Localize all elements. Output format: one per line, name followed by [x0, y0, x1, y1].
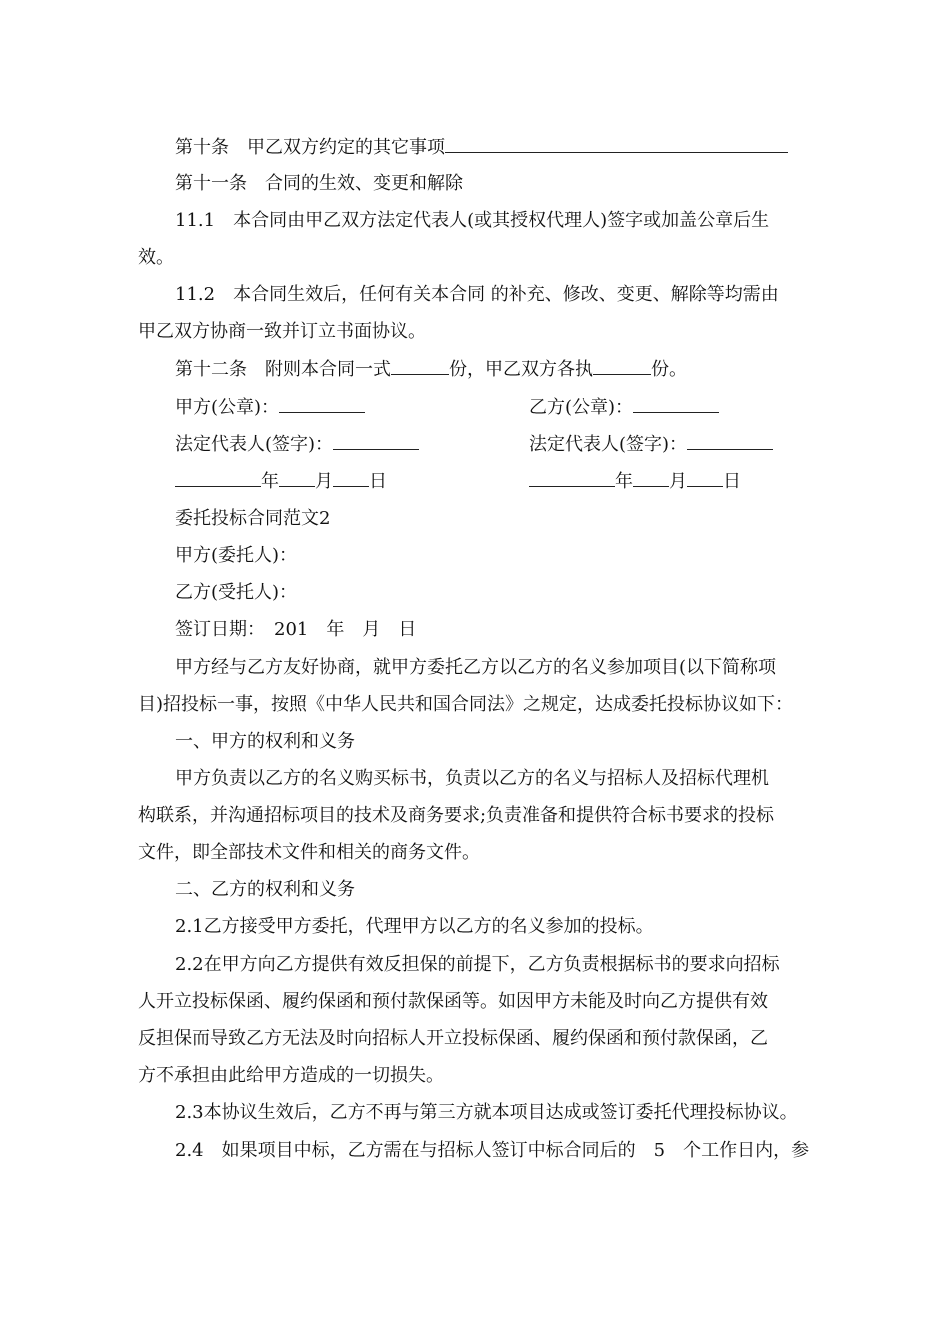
party-a-rights-p3: 文件，即全部技术文件和相关的商务文件。	[138, 842, 480, 863]
intro-paragraph-cont: 目)招投标一事，按照《中华人民共和国合同法》之规定，达成委托投标协议如下：	[138, 694, 794, 715]
clause-2-2-cont2: 反担保而导致乙方无法及时向招标人开立投标保函、履约保函和预付款保函，乙	[138, 1028, 768, 1049]
copies-each-blank	[593, 356, 651, 375]
section-title: 委托投标合同范文2	[175, 508, 331, 529]
party-b-line: 乙方(受托人)：	[175, 582, 298, 603]
clause-2-2: 2.2在甲方向乙方提供有效反担保的前提下，乙方负责根据标书的要求向招标	[175, 954, 780, 975]
seal-blank	[279, 394, 365, 413]
article-12: 第十二条 附则本合同一式 份，甲乙双方各执 份。	[175, 356, 687, 382]
party-a-date: 年 月 日	[175, 468, 387, 494]
seal-blank	[633, 394, 719, 413]
party-a-rights-p2: 构联系，并沟通招标项目的技术及商务要求;负责准备和提供符合标书要求的投标	[138, 805, 775, 826]
heading-party-b-rights: 二、乙方的权利和义务	[175, 879, 355, 900]
party-a-line: 甲方(委托人)：	[175, 545, 298, 566]
copies-blank	[391, 356, 449, 375]
party-b-representative: 法定代表人(签字)：	[529, 431, 773, 457]
signature-blank	[687, 431, 773, 450]
intro-paragraph: 甲方经与乙方友好协商，就甲方委托乙方以乙方的名义参加项目(以下简称项	[175, 657, 777, 678]
signing-date: 签订日期： 201 年 月 日	[175, 619, 417, 640]
clause-11-2: 11.2 本合同生效后，任何有关本合同 的补充、修改、变更、解除等均需由	[175, 284, 779, 305]
party-b-date: 年 月 日	[529, 468, 741, 494]
article-11-title: 第十一条 合同的生效、变更和解除	[175, 173, 463, 194]
clause-2-2-cont1: 人开立投标保函、履约保函和预付款保函等。如因甲方未能及时向乙方提供有效	[138, 991, 768, 1012]
clause-11-1-cont: 效。	[138, 247, 174, 268]
party-a-rights-p1: 甲方负责以乙方的名义购买标书，负责以乙方的名义与招标人及招标代理机	[175, 768, 769, 789]
clause-2-4: 2.4 如果项目中标，乙方需在与招标人签订中标合同后的 5 个工作日内，参	[175, 1140, 810, 1161]
article-10: 第十条 甲乙双方约定的其它事项	[175, 134, 788, 160]
party-b-seal: 乙方(公章)：	[529, 394, 719, 420]
clause-2-2-cont3: 方不承担由此给甲方造成的一切损失。	[138, 1065, 444, 1086]
blank-underline	[445, 134, 788, 153]
party-a-seal: 甲方(公章)：	[175, 394, 365, 420]
clause-2-3: 2.3本协议生效后，乙方不再与第三方就本项目达成或签订委托代理投标协议。	[175, 1102, 798, 1123]
party-a-representative: 法定代表人(签字)：	[175, 431, 419, 457]
clause-2-1: 2.1乙方接受甲方委托，代理甲方以乙方的名义参加的投标。	[175, 916, 654, 937]
heading-party-a-rights: 一、甲方的权利和义务	[175, 731, 355, 752]
clause-11-1: 11.1 本合同由甲乙双方法定代表人(或其授权代理人)签字或加盖公章后生	[175, 210, 770, 231]
clause-11-2-cont: 甲乙双方协商一致并订立书面协议。	[138, 321, 426, 342]
signature-blank	[333, 431, 419, 450]
